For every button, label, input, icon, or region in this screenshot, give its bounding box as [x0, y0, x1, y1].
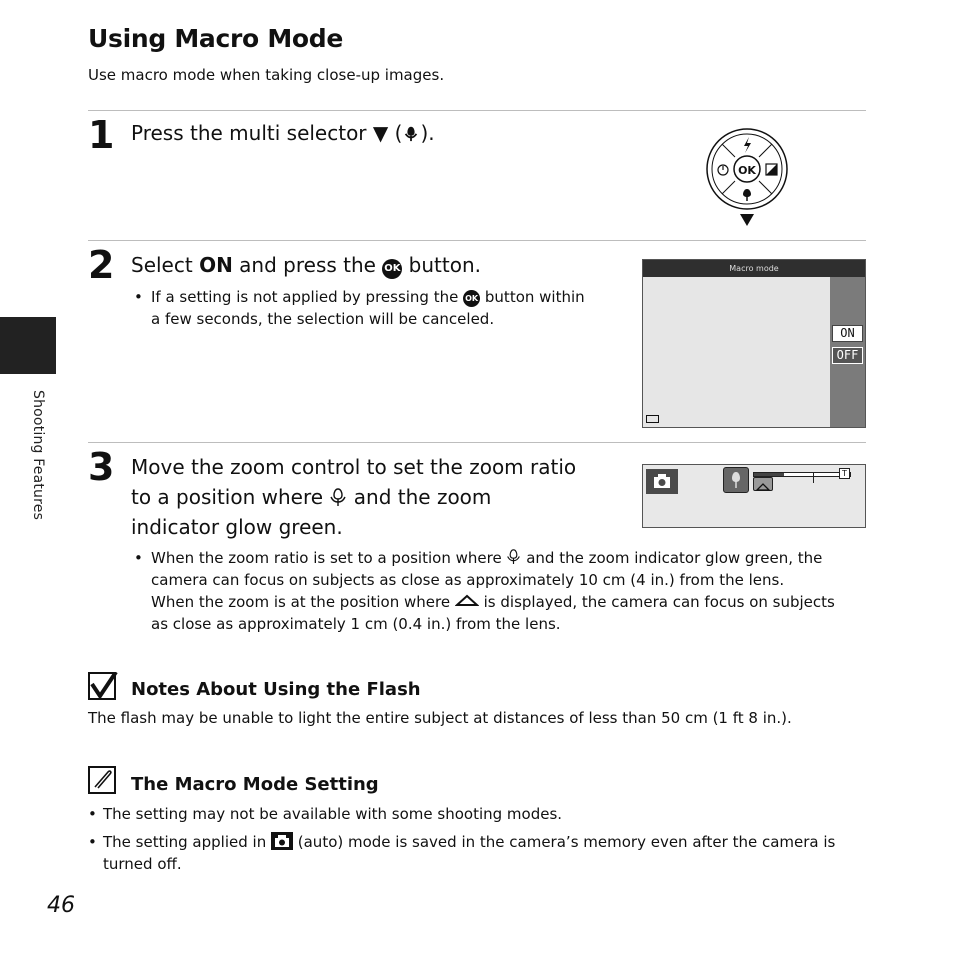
flash-notes-heading: Notes About Using the Flash — [131, 679, 421, 700]
close-up-marker — [753, 477, 773, 491]
mountain-icon — [455, 593, 479, 607]
step-1-text-after: ). — [420, 121, 435, 145]
battery-icon — [646, 415, 659, 423]
zoom-tele-label: T — [839, 468, 850, 479]
zoom-tick — [813, 473, 814, 483]
step-3-bullet — [134, 547, 874, 637]
bullet-text-before: If a setting is not applied by pressing the — [151, 288, 459, 306]
divider — [88, 240, 866, 241]
b1-before: When the zoom ratio is set to a position where — [151, 549, 502, 567]
pencil-note-icon — [88, 766, 116, 794]
macro-bullet-2 — [88, 831, 868, 877]
down-arrow-icon — [740, 214, 754, 226]
camera-mode-icon — [646, 469, 678, 494]
b1-line4: as close as approximately 1 cm (0.4 in.) from the lens. — [151, 615, 561, 633]
b1-line3-after: is displayed, the camera can focus on subjects — [483, 593, 835, 611]
bullet-dot: • — [134, 288, 143, 306]
bullet-text — [103, 831, 835, 875]
step-3-text — [131, 452, 631, 542]
step-3-line1: Move the zoom control to set the zoom ratio — [131, 455, 577, 479]
step-number: 3 — [88, 445, 115, 489]
step-1-text-before: Press the multi selector — [131, 121, 367, 145]
multi-selector-illustration — [704, 127, 792, 229]
page-number: 46 — [47, 893, 75, 918]
checkmark-note-icon — [88, 672, 118, 700]
macro-outline-icon — [724, 468, 748, 492]
b2-after: (auto) mode is saved in the camera’s memory even after the camera is — [297, 833, 836, 851]
step-number: 2 — [88, 243, 115, 287]
ok-icon: OK — [463, 290, 480, 307]
b2-before: The setting applied in — [103, 833, 267, 851]
down-arrow-icon: ▼ — [372, 121, 389, 145]
b1-after: and the zoom indicator glow green, the — [526, 549, 823, 567]
b1-line2: camera can focus on subjects as close as approximately 10 cm (4 in.) from the lens. — [151, 571, 785, 589]
bullet-dot: • — [88, 805, 97, 823]
camera-icon — [271, 832, 293, 850]
step-1-text: Press the multi selector ▼ ( ). — [131, 121, 435, 145]
section-tab — [0, 317, 56, 374]
bullet-dot: • — [134, 549, 143, 567]
step-number: 1 — [88, 113, 115, 157]
zoom-screen — [642, 464, 866, 528]
b1-line3-before: When the zoom is at the position where — [151, 593, 451, 611]
step-3-line2-after: and the zoom — [353, 485, 492, 509]
ok-label: OK — [738, 164, 756, 177]
camera-icon — [646, 469, 678, 494]
screen-header: Macro mode — [643, 260, 865, 277]
divider — [88, 442, 866, 443]
option-off: OFF — [832, 347, 863, 364]
macro-bullet-1 — [88, 803, 868, 825]
zoom-bar-fill — [754, 473, 784, 476]
bullet-text: The setting may not be available with some shooting modes. — [103, 805, 563, 823]
bullet-text — [151, 286, 585, 330]
macro-icon — [402, 124, 420, 142]
step-3-line2-before: to a position where — [131, 485, 324, 509]
ok-icon: OK — [382, 259, 402, 279]
b2-line2: turned off. — [103, 855, 182, 873]
mountain-icon — [754, 481, 772, 493]
step-2-button: button. — [402, 253, 482, 277]
step-2-bullet — [134, 286, 614, 332]
step-3-line3: indicator glow green. — [131, 515, 343, 539]
on-keyword: ON — [199, 253, 233, 277]
page-subtitle: Use macro mode when taking close-up images. — [88, 66, 445, 84]
step-2-select: Select — [131, 253, 200, 277]
option-on: ON — [832, 325, 863, 342]
macro-mode-screen — [642, 259, 866, 428]
macro-outline-icon — [506, 548, 521, 565]
macro-zoom-indicator — [723, 467, 749, 493]
page-title: Using Macro Mode — [88, 24, 344, 53]
ok-button — [738, 164, 756, 177]
step-2-text — [131, 250, 481, 280]
section-label: Shooting Features — [30, 390, 46, 521]
bullet-dot: • — [88, 833, 97, 851]
step-2-middle: and press the — [232, 253, 383, 277]
bullet-text-line2: a few seconds, the selection will be canceled. — [151, 310, 495, 328]
macro-outline-icon — [329, 487, 347, 507]
macro-setting-heading: The Macro Mode Setting — [131, 774, 379, 795]
flash-notes-text: The flash may be unable to light the entire subject at distances of less than 50 cm (1 ft 8 in.). — [88, 709, 792, 727]
divider — [88, 110, 866, 111]
bullet-text — [151, 547, 835, 635]
options-panel — [830, 277, 865, 427]
bullet-text-after: button within — [484, 288, 585, 306]
